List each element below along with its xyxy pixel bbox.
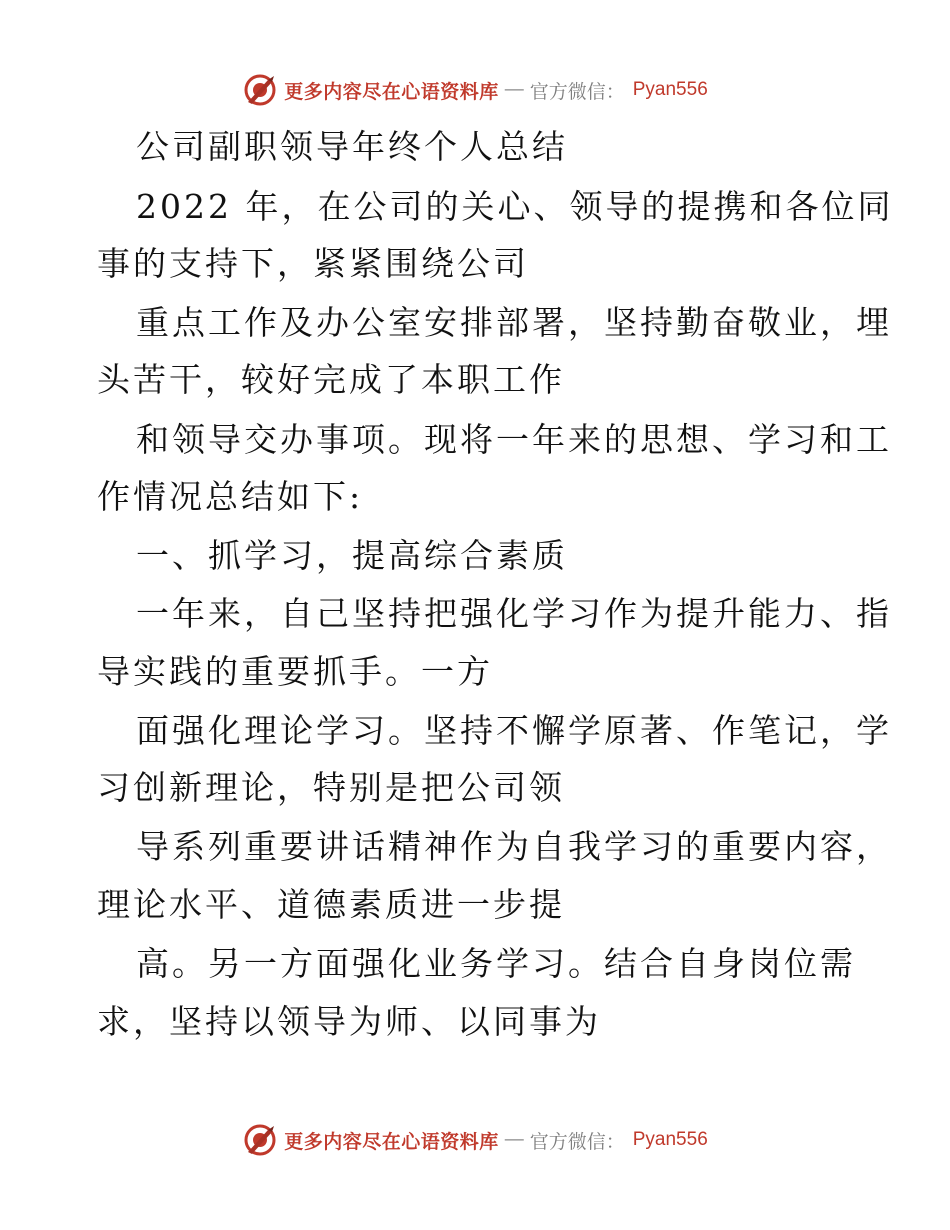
paragraph-line: 重点工作及办公室安排部署，坚持勤奋敬业，埋: [136, 303, 892, 342]
watermark-wechat-id: Pyan556: [632, 79, 708, 100]
watermark-official-label: 官方微信：: [529, 80, 625, 103]
quill-seal-icon: [242, 1122, 278, 1158]
watermark-banner-top: [0, 70, 950, 110]
paragraph-line: 求，坚持以领导为师、以同事为: [97, 1002, 601, 1041]
watermark-text: 更多内容尽在心语资料库: [284, 1130, 499, 1153]
watermark-official-label: 官方微信：: [529, 1130, 625, 1153]
watermark-wechat-id: Pyan556: [632, 1129, 708, 1150]
quill-seal-icon: [242, 72, 278, 108]
watermark-text: 更多内容尽在心语资料库: [284, 80, 499, 103]
paragraph-line: 高。另一方面强化业务学习。结合自身岗位需: [136, 944, 856, 983]
paragraph-line: 一年来，自己坚持把强化学习作为提升能力、指: [136, 594, 892, 633]
section-heading: 一、抓学习，提高综合素质: [136, 536, 568, 575]
watermark-dash: —: [504, 1129, 524, 1150]
paragraph-line: 作情况总结如下:: [97, 477, 364, 516]
watermark-dash: —: [504, 79, 524, 100]
document-title: 公司副职领导年终个人总结: [136, 127, 568, 166]
paragraph-line: 习创新理论，特别是把公司领: [97, 768, 565, 807]
paragraph-line: 理论水平、道德素质进一步提: [97, 885, 565, 924]
watermark-banner-bottom: [0, 1120, 950, 1160]
paragraph-line: 和领导交办事项。现将一年来的思想、学习和工: [136, 420, 892, 459]
paragraph-line: 导实践的重要抓手。一方: [97, 652, 493, 691]
paragraph-line: 面强化理论学习。坚持不懈学原著、作笔记，学: [136, 711, 892, 750]
paragraph-line: 导系列重要讲话精神作为自我学习的重要内容，: [136, 827, 892, 866]
paragraph-line: 事的支持下，紧紧围绕公司: [97, 244, 529, 283]
paragraph-line: 2022 年，在公司的关心、领导的提携和各位同: [136, 187, 894, 226]
paragraph-line: 头苦干，较好完成了本职工作: [97, 360, 565, 399]
